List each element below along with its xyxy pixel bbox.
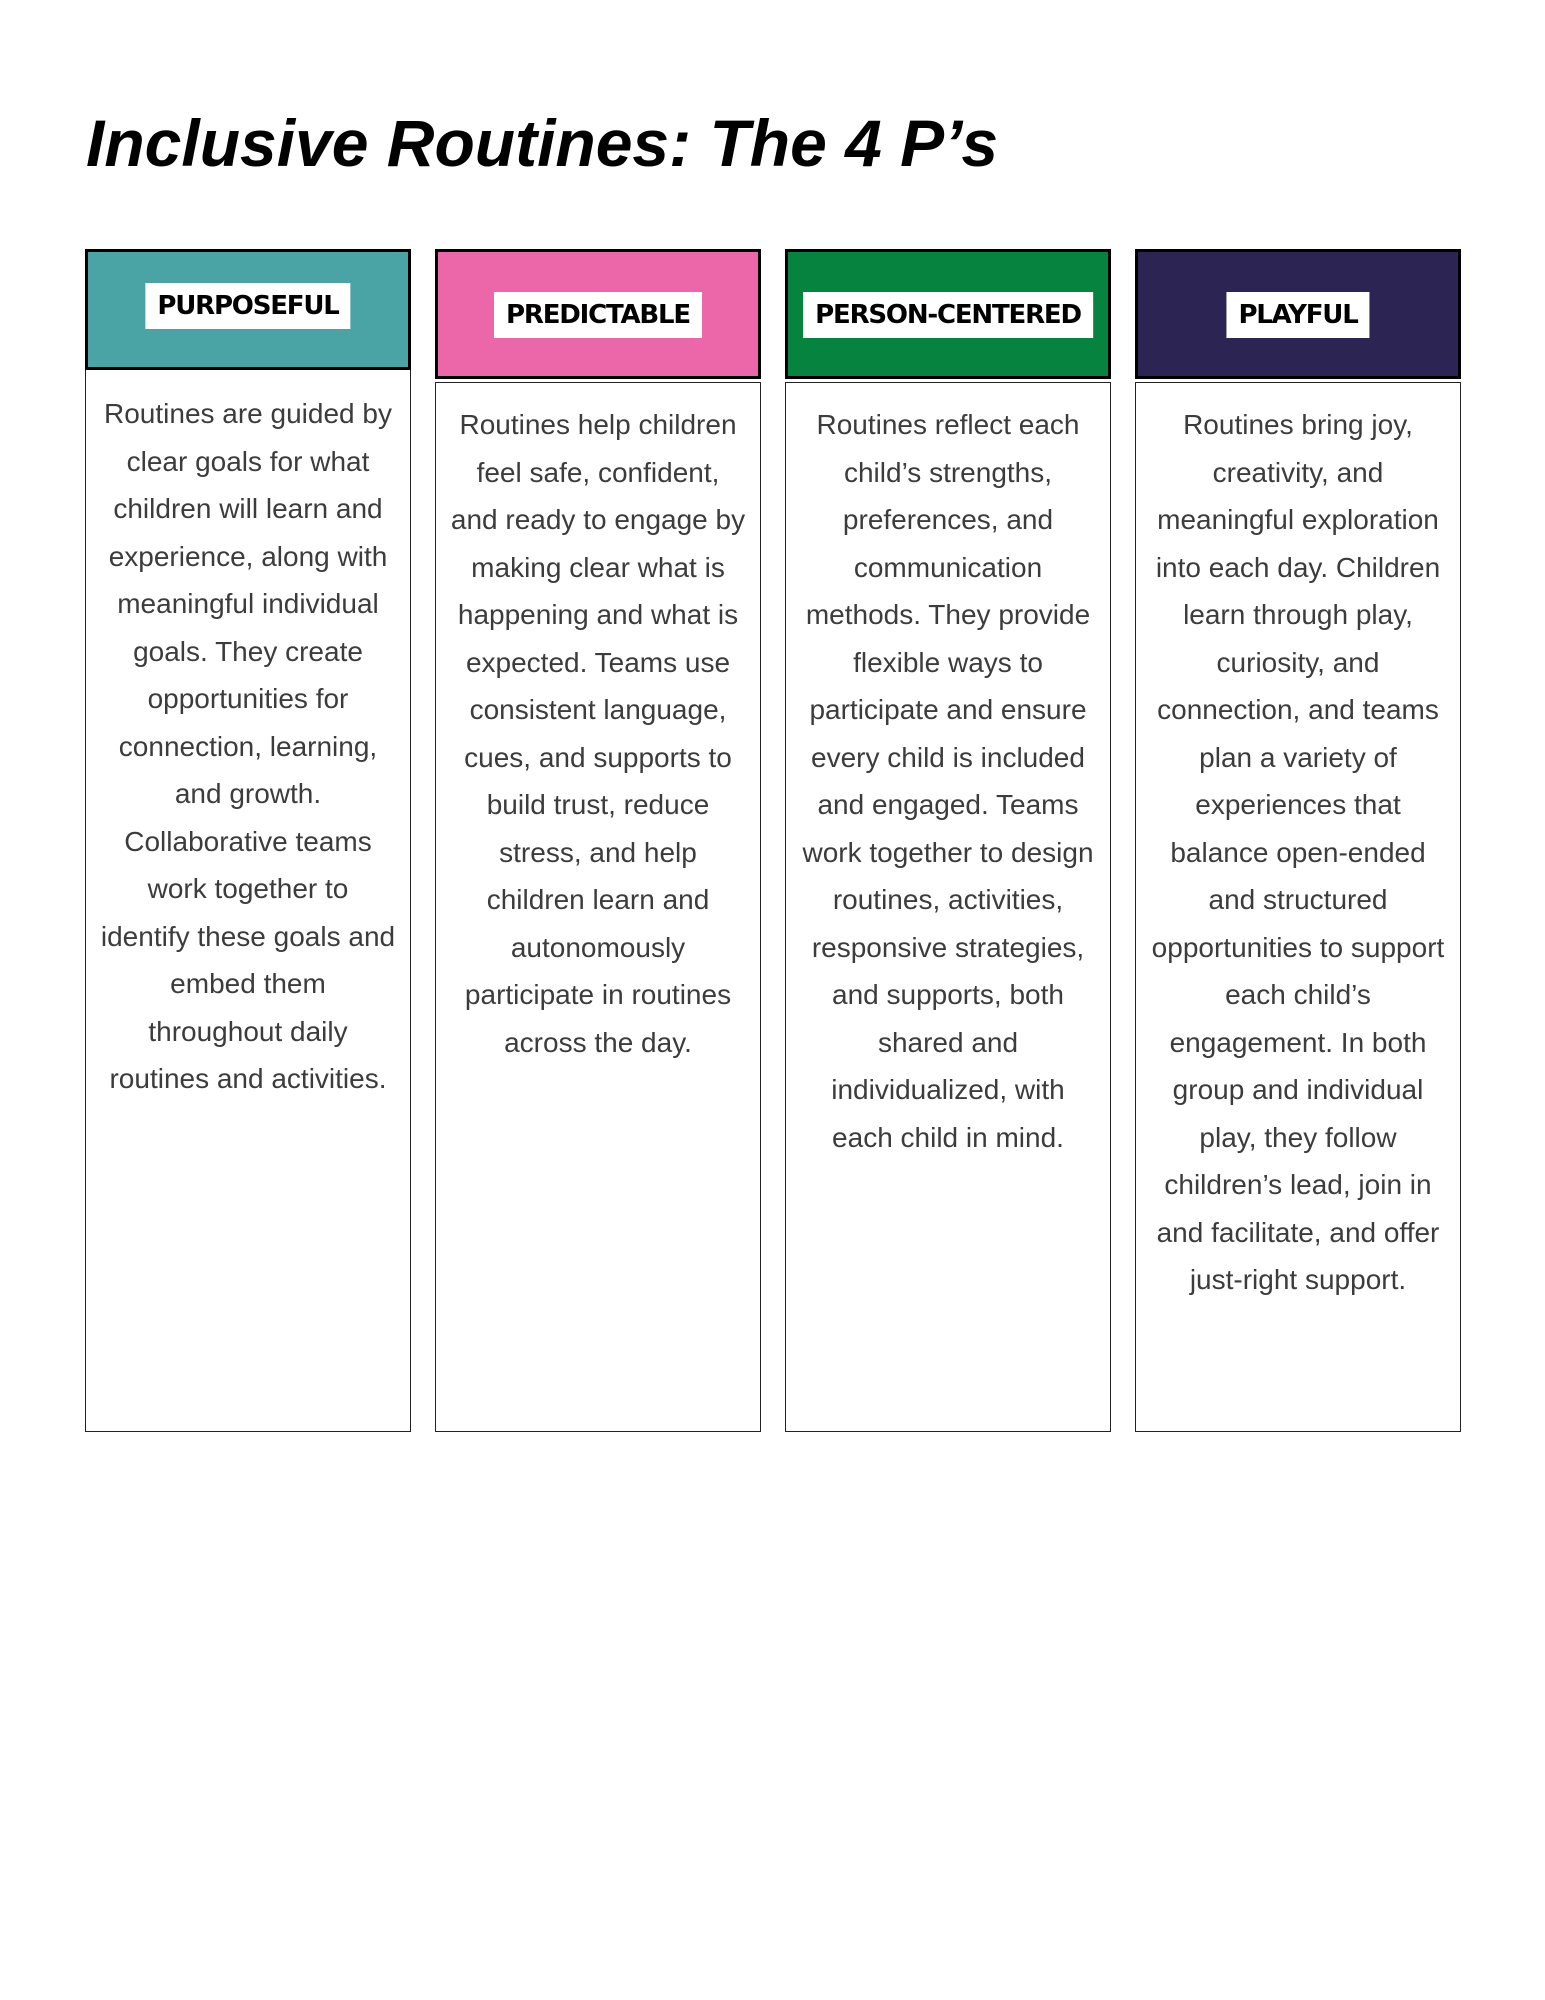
- column-body: [785, 382, 1111, 1432]
- column-playful: [1135, 249, 1461, 1432]
- column-header: [785, 249, 1111, 379]
- column-text: Routines bring joy, creativity, and meaningful exploration into each day. Children learn through play, curiosity, and connection, and teams plan a variety of experiences that balance open-ended and structured opportunities to support each child’s engagement. In both group and individual play, they follow children’s lead, join in and facilitate, and offer just-right support.: [1151, 409, 1445, 1295]
- column-person-centered: [785, 249, 1111, 1432]
- column-label: PERSON-CENTERED: [803, 292, 1093, 338]
- column-purposeful: [85, 249, 411, 1432]
- column-body: [435, 382, 761, 1432]
- column-label: PURPOSEFUL: [145, 283, 350, 329]
- column-label: PLAYFUL: [1226, 292, 1369, 338]
- column-header: [85, 249, 411, 370]
- column-predictable: [435, 249, 761, 1432]
- column-body: [1135, 382, 1461, 1432]
- column-header: [1135, 249, 1461, 379]
- column-body: [85, 370, 411, 1432]
- column-text: Routines help children feel safe, confident, and ready to engage by making clear what is happening and what is expected. Teams use consistent language, cues, and supports to build trust, reduce stress, and help children learn and autonomously participate in routines across the day.: [450, 409, 746, 1058]
- page-title: Inclusive Routines: The 4 P’s: [86, 106, 999, 180]
- column-text: Routines reflect each child’s strengths, preferences, and communication methods. They provide flexible ways to participate and ensure every child is included and engaged. Teams work together to design routines, activities, responsive strategies, and supports, both shared and individualized, with each child in mind.: [802, 409, 1094, 1153]
- column-header: [435, 249, 761, 379]
- column-label: PREDICTABLE: [494, 292, 702, 338]
- column-text: Routines are guided by clear goals for what children will learn and experience, along with meaningful individual goals. They create opportunities for connection, learning, and growth. Collaborative teams work together to identify these goals and embed them throughout daily routines and activities.: [100, 398, 396, 1094]
